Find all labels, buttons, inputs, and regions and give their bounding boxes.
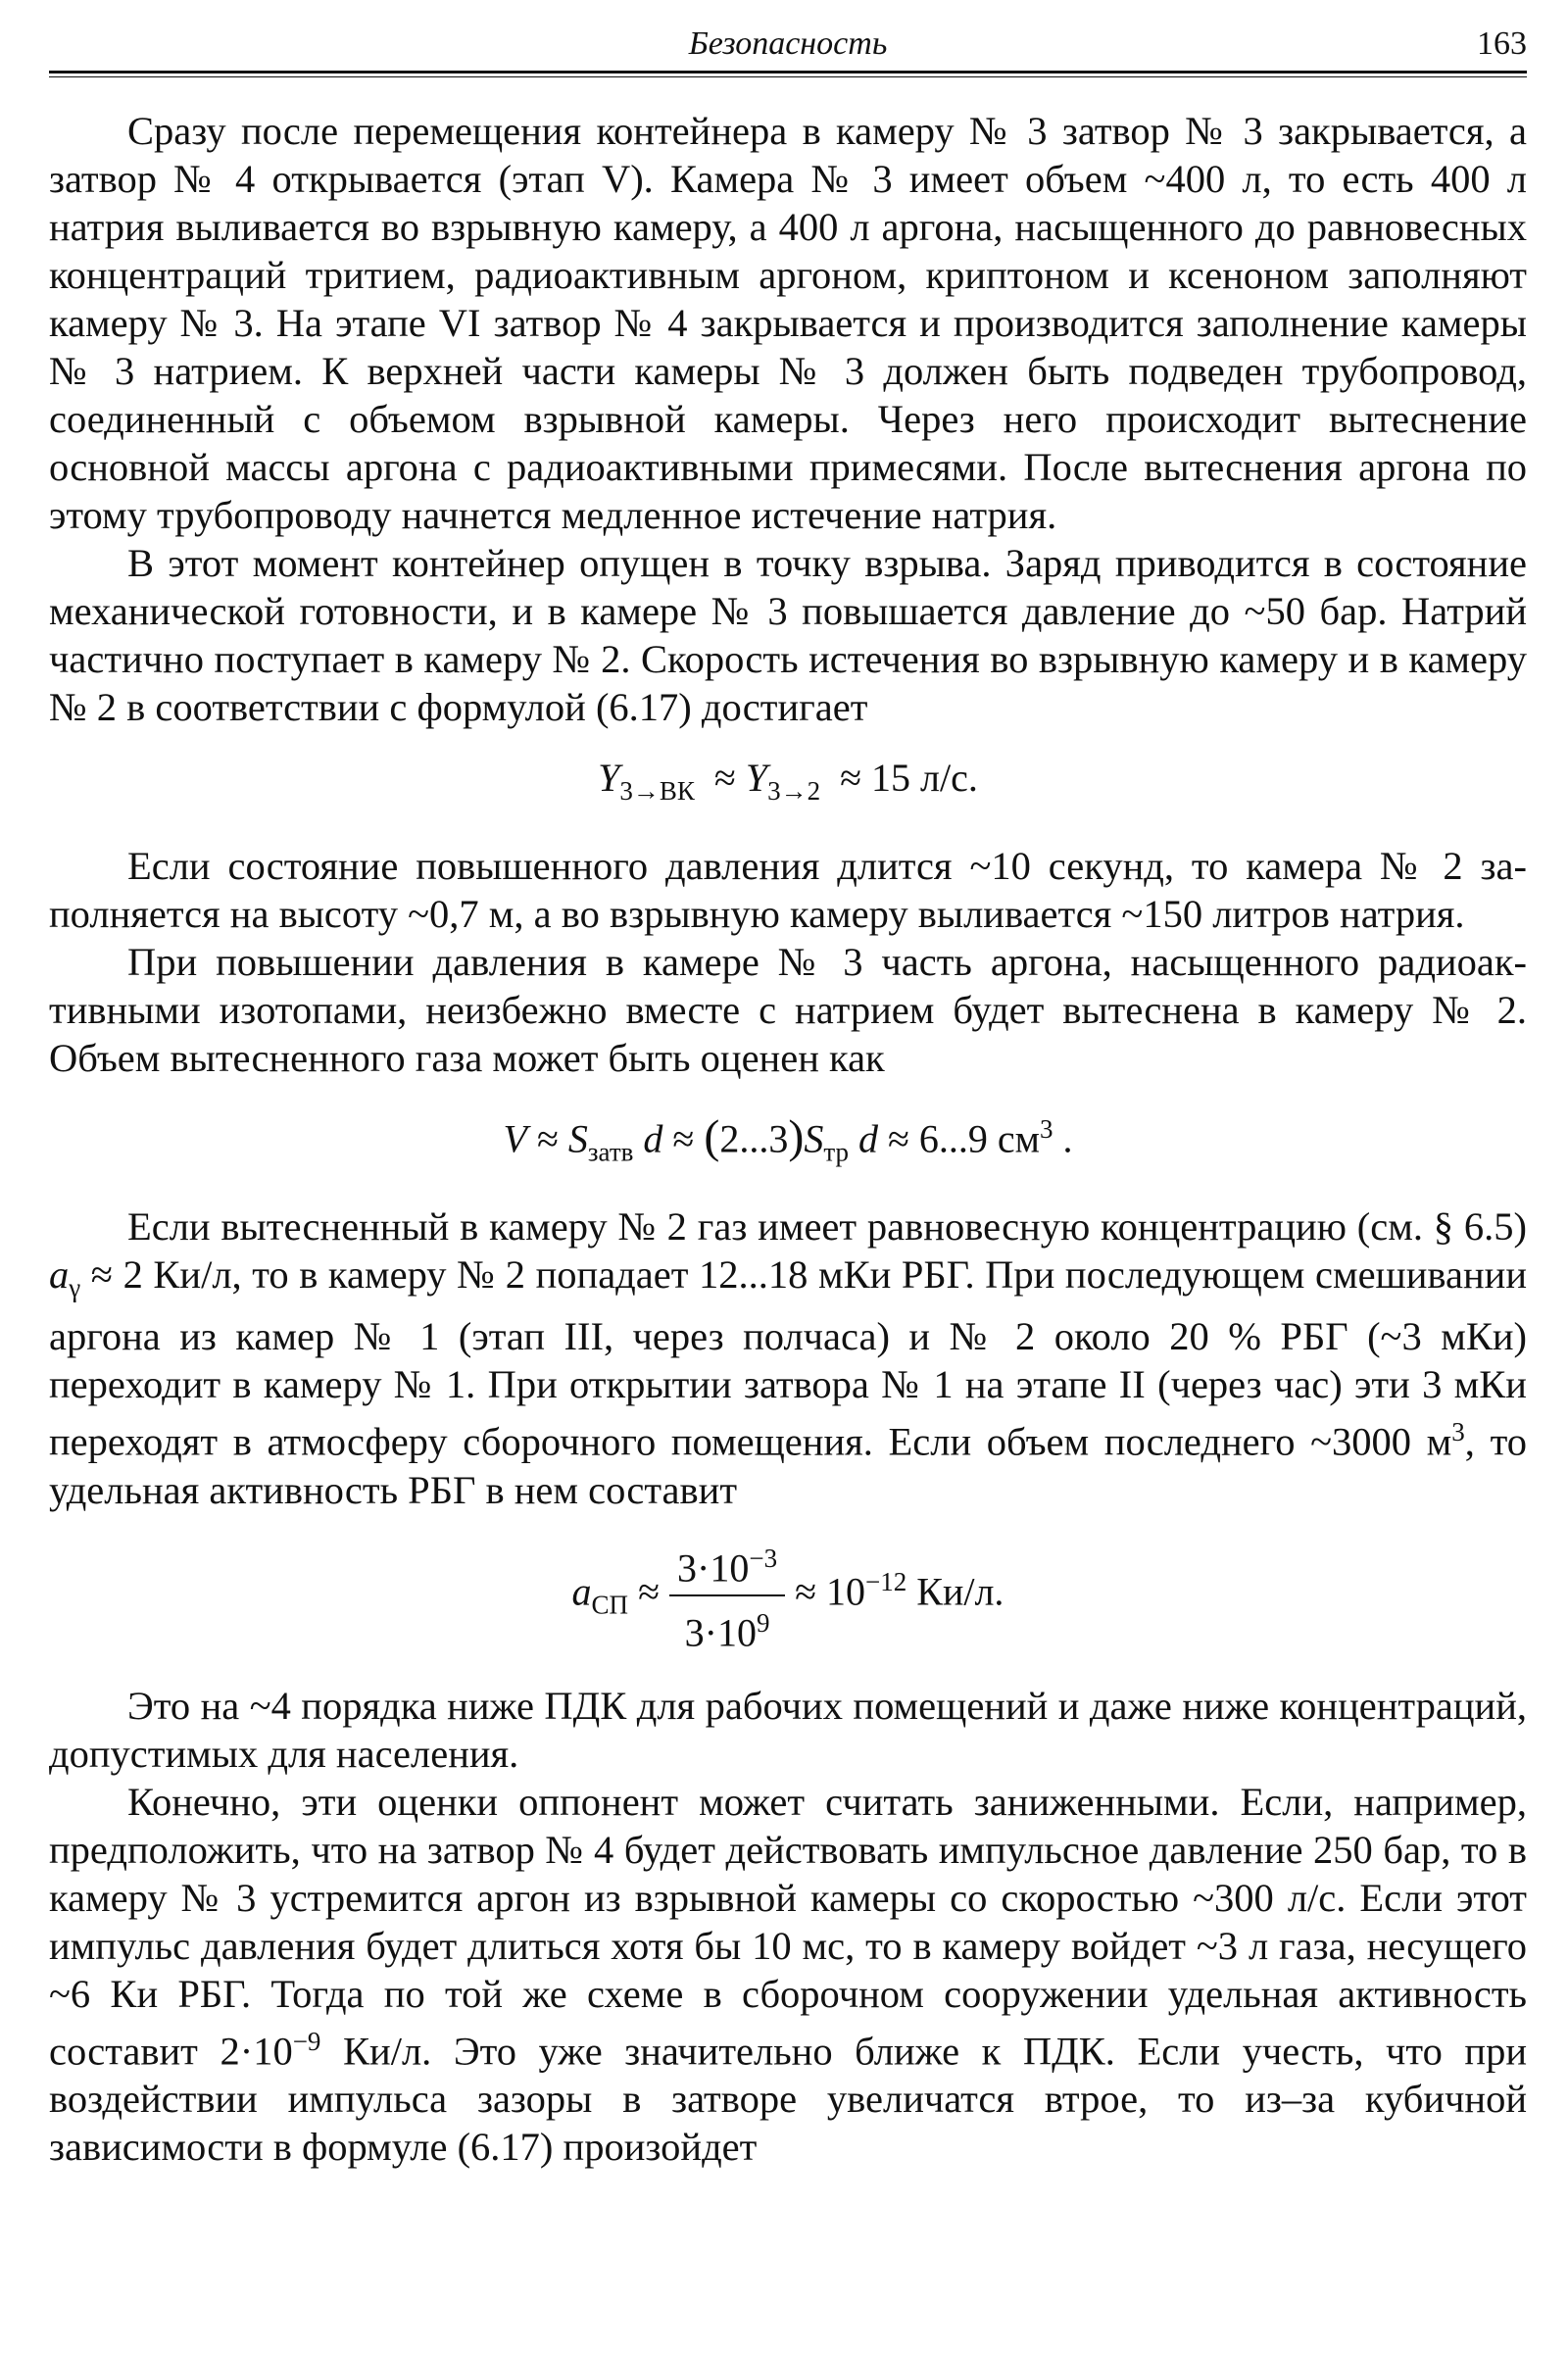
equation-flow-rate: $Y_{3\to ВК} \approx Y_{3\to 2} \approx 15$ л/с.: [598, 756, 978, 806]
body-text: [49, 107, 1527, 2171]
paragraph-3: Если состояние повышенного давления длится ~10 секунд, то камера № 2 заполняется на высоту ~0,7 м, а во взрывную камеру выливается ~150 литров натрия.: [49, 844, 1527, 936]
paragraph-2: В этот момент контейнер опущен в точку взрыва. Заряд приводится в состояние механической готовности, и в камере № 3 повышается давление до ~50 бар. Натрий частично поступает в камеру № 2. Скорость истечения во взрывную камеру и в камеру № 2 в соответствии с формулой (6.17) достигает: [49, 541, 1527, 729]
paragraph-4: При повышении давления в камере № 3 часть аргона, насыщенного радиоактивными изотопами, неизбежно вместе с натрием будет вытеснена в камеру № 2. Объем вытесненного газа может быть оценен как: [49, 940, 1527, 1080]
paragraph-5: Если вытесненный в камеру № 2 газ имеет равновесную концентрацию (см. § 6.5) $a_\gamma \approx 2$ Ки/л, то в камеру № 2 попадает 12...18 мКи РБГ. При последующем смешивании аргона из камер № 1 (этап III, через полчаса) и № 2 около 20 % РБГ (~3 мКи) переходит в камеру № 1. При открытии затвора № 1 на этапе II (через час) эти 3 мКи переходят в атмосферу сборочного помещения. Если объем последнего ~3000 $м^3$, то удельная активность РБГ в нем составит: [49, 1204, 1527, 1512]
header-rule-thin: [49, 76, 1527, 77]
equation-gas-volume: $V \approx S_{затв}$ $d \approx (2...3)S_{тр}$ d ≈ 6...9 $см^3$ .: [503, 1110, 1073, 1167]
equation-specific-activity: $a_{СП}$ ≈ $\frac{3\cdot 10^{-3}}{3\cdot 10^9}$ ≈ $10^{-12}$ Ки/л.: [49, 1536, 1527, 1656]
page-number: 163: [1477, 25, 1527, 62]
fraction: $\frac{3\cdot 10^{-3}}{3\cdot 10^9}$: [669, 1536, 785, 1656]
header-rule-thick: [49, 71, 1527, 74]
paragraph-7: Конечно, эти оценки оппонент может считать заниженными. Если, например, предположить, что на затвор № 4 будет действовать импульсное давление 250 бар, то в камеру № 3 устремится аргон из взрывной камеры со скоростью ~300 л/с. Если этот импульс давления будет длиться хотя бы 10 мс, то в камеру войдет ~3 л газа, несущего ~6 Ки РБГ. Тогда по той же схеме в сборочном сооружении удельная активность составит $2\cdot 10^{-9}$ Ки/л. Это уже значительно ближе к ПДК. Если учесть, что при воздействии импульса зазоры в затворе увеличатся втрое, то из–за кубичной зависимости в формуле (6.17) произойдет: [49, 1779, 1528, 2170]
paragraph-1: Сразу после перемещения контейнера в камеру № 3 затвор № 3 закрывается, а затвор № 4 открывается (этап V). Камера № 3 имеет объем ~400 л, то есть 400 л натрия выливается во взрывную камеру, а 400 л аргона, насыщенного до равновесных концентраций тритием, радиоактивным аргоном, криптоном и ксеноном заполняют камеру № 3. На этапе VI затвор № 4 закрывается и производится заполнение камеры № 3 натрием. К верхней части камеры № 3 должен быть подведен трубопровод, соединенный с объемом взрывной камеры. Через него происходит вытеснение основной массы аргона с радиоактивными примесями. После вытеснения аргона по этому трубопроводу начнется медленное истечение натрия.: [49, 109, 1527, 537]
paragraph-6: Это на ~4 порядка ниже ПДК для рабочих помещений и даже ниже концентраций, допустимых для населения.: [49, 1683, 1527, 1776]
running-header: [49, 20, 1527, 71]
running-title: Безопасность: [688, 25, 888, 62]
page: [49, 20, 1527, 2171]
